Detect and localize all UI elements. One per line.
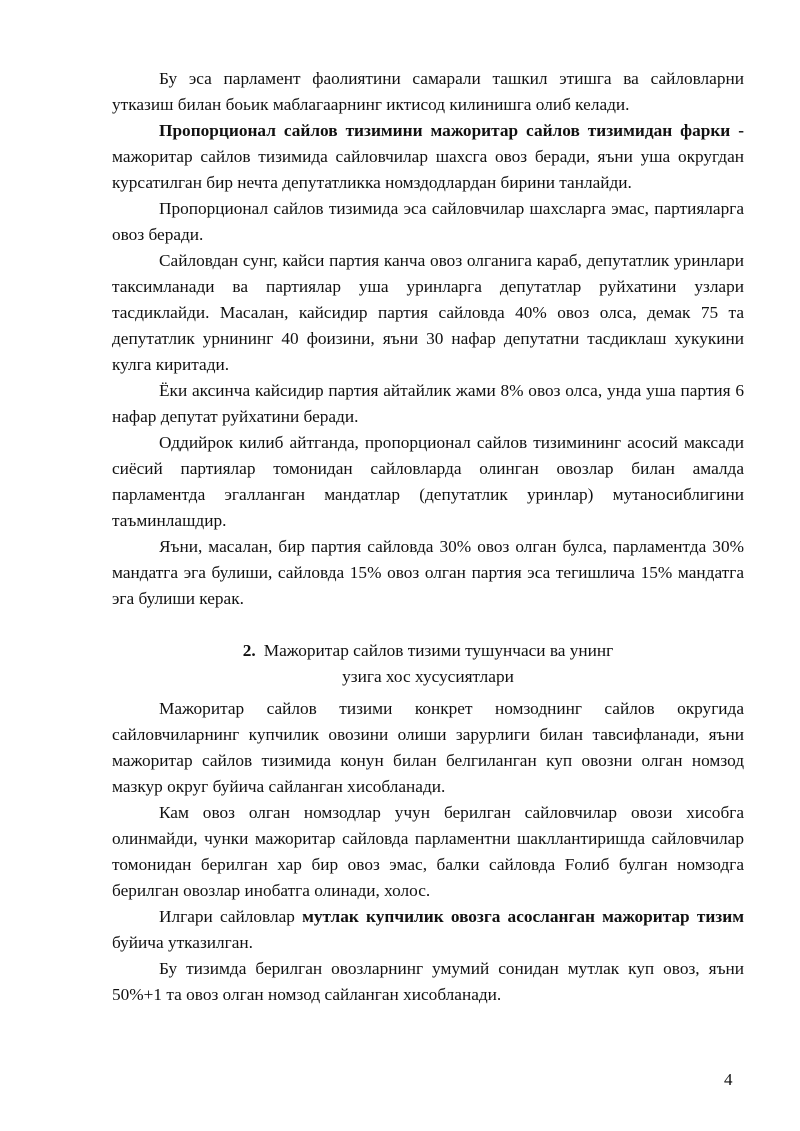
section-heading-line-1 bbox=[112, 638, 744, 664]
paragraph-text: мажоритар сайлов тизимида сайловчилар шахсга овоз беради, яъни уша округдан курсатилган бир нечта депутатликка номздодлардан бирини танлайди. bbox=[112, 147, 744, 192]
section-title-line-2: узига хос хусусиятлари bbox=[342, 667, 514, 686]
paragraph-text: Бу тизимда берилган овозларнинг умумий сонидан мутлак куп овоз, яъни 50%+1 та овоз олган номзод сайланган хисобланади. bbox=[112, 959, 744, 1004]
paragraphs-top bbox=[112, 66, 744, 612]
paragraph-text: Оддийрок килиб айтганда, пропорционал сайлов тизимининг асосий максади сиёсий партиялар томонидан сайловларда олинган овозлар билан амалда парламентда эгалланган мандатлар (депутатлик уринлар) мутаносиблигини таъминлашдир. bbox=[112, 433, 744, 530]
paragraph-text: Кам овоз олган номзодлар учун берилган сайловчилар овози хисобга олинмайди, чунки мажоритар сайловда парламентни шакллантиришда сайловчилар томонидан берилган хар бир овоз эмас, балки сайловда Fолиб булган номзодга берилган овозлар инобатга олинади, холос. bbox=[112, 803, 744, 900]
paragraph bbox=[112, 248, 744, 378]
document-page bbox=[112, 66, 744, 1008]
paragraph bbox=[112, 800, 744, 904]
paragraph-text: Илгари сайловлар bbox=[159, 907, 303, 926]
paragraph-bold-text: Пропорционал сайлов тизимини мажоритар сайлов тизимидан фарки - bbox=[159, 121, 744, 140]
paragraph bbox=[112, 66, 744, 118]
paragraph-text: Ёки аксинча кайсидир партия айтайлик жами 8% овоз олса, унда уша партия 6 нафар депутат руйхатини беради. bbox=[112, 381, 744, 426]
paragraph bbox=[112, 534, 744, 612]
paragraph bbox=[112, 118, 744, 196]
paragraph-text: Пропорционал сайлов тизимида эса сайловчилар шахсларга эмас, партияларга овоз беради. bbox=[112, 199, 744, 244]
paragraph-text: Бу эса парламент фаолиятини самарали ташкил этишга ва сайловларни утказиш билан боьик маблагаарнинг иктисод килинишга олиб келади. bbox=[112, 69, 744, 114]
paragraph bbox=[112, 196, 744, 248]
paragraph-text: Мажоритар сайлов тизими конкрет номзоднинг сайлов округида сайловчиларнинг купчилик овозини олиши зарурлиги билан тавсифланади, яъни мажоритар сайлов тизимида конун билан белгиланган куп овозни олган номзод мазкур округ буйича сайланган хисобланади. bbox=[112, 699, 744, 796]
paragraph-bold-text: мутлак купчилик овозга асосланган мажоритар тизим bbox=[302, 907, 744, 926]
paragraph bbox=[112, 378, 744, 430]
paragraph bbox=[112, 696, 744, 800]
section-heading bbox=[112, 638, 744, 690]
page-number: 4 bbox=[724, 1070, 733, 1089]
paragraphs-bottom bbox=[112, 696, 744, 1008]
paragraph-text: Сайловдан сунг, кайси партия канча овоз олганига караб, депутатлик уринлари таксимланади ва партиялар уша уринларга депутатлар руйхатини узлари тасдиклайди. Масалан, кайсидир партия сайловда 40% овоз олса, демак 75 та депутатлик урнининг 40 фоизини, яъни 30 нафар депутатни тасдиклаш хукукини кулга киритади. bbox=[112, 251, 744, 374]
paragraph bbox=[112, 956, 744, 1008]
paragraph bbox=[112, 430, 744, 534]
section-number: 2. bbox=[242, 641, 256, 660]
section-title-line-1: Мажоритар сайлов тизими тушунчаси ва унинг bbox=[263, 641, 614, 660]
paragraph-text: буйича утказилган. bbox=[112, 933, 253, 952]
paragraph bbox=[112, 904, 744, 956]
paragraph-text: Яъни, масалан, бир партия сайловда 30% овоз олган булса, парламентда 30% мандатга эга булиши, сайловда 15% овоз олган партия эса тегишлича 15% мандатга эга булиши керак. bbox=[112, 537, 744, 608]
